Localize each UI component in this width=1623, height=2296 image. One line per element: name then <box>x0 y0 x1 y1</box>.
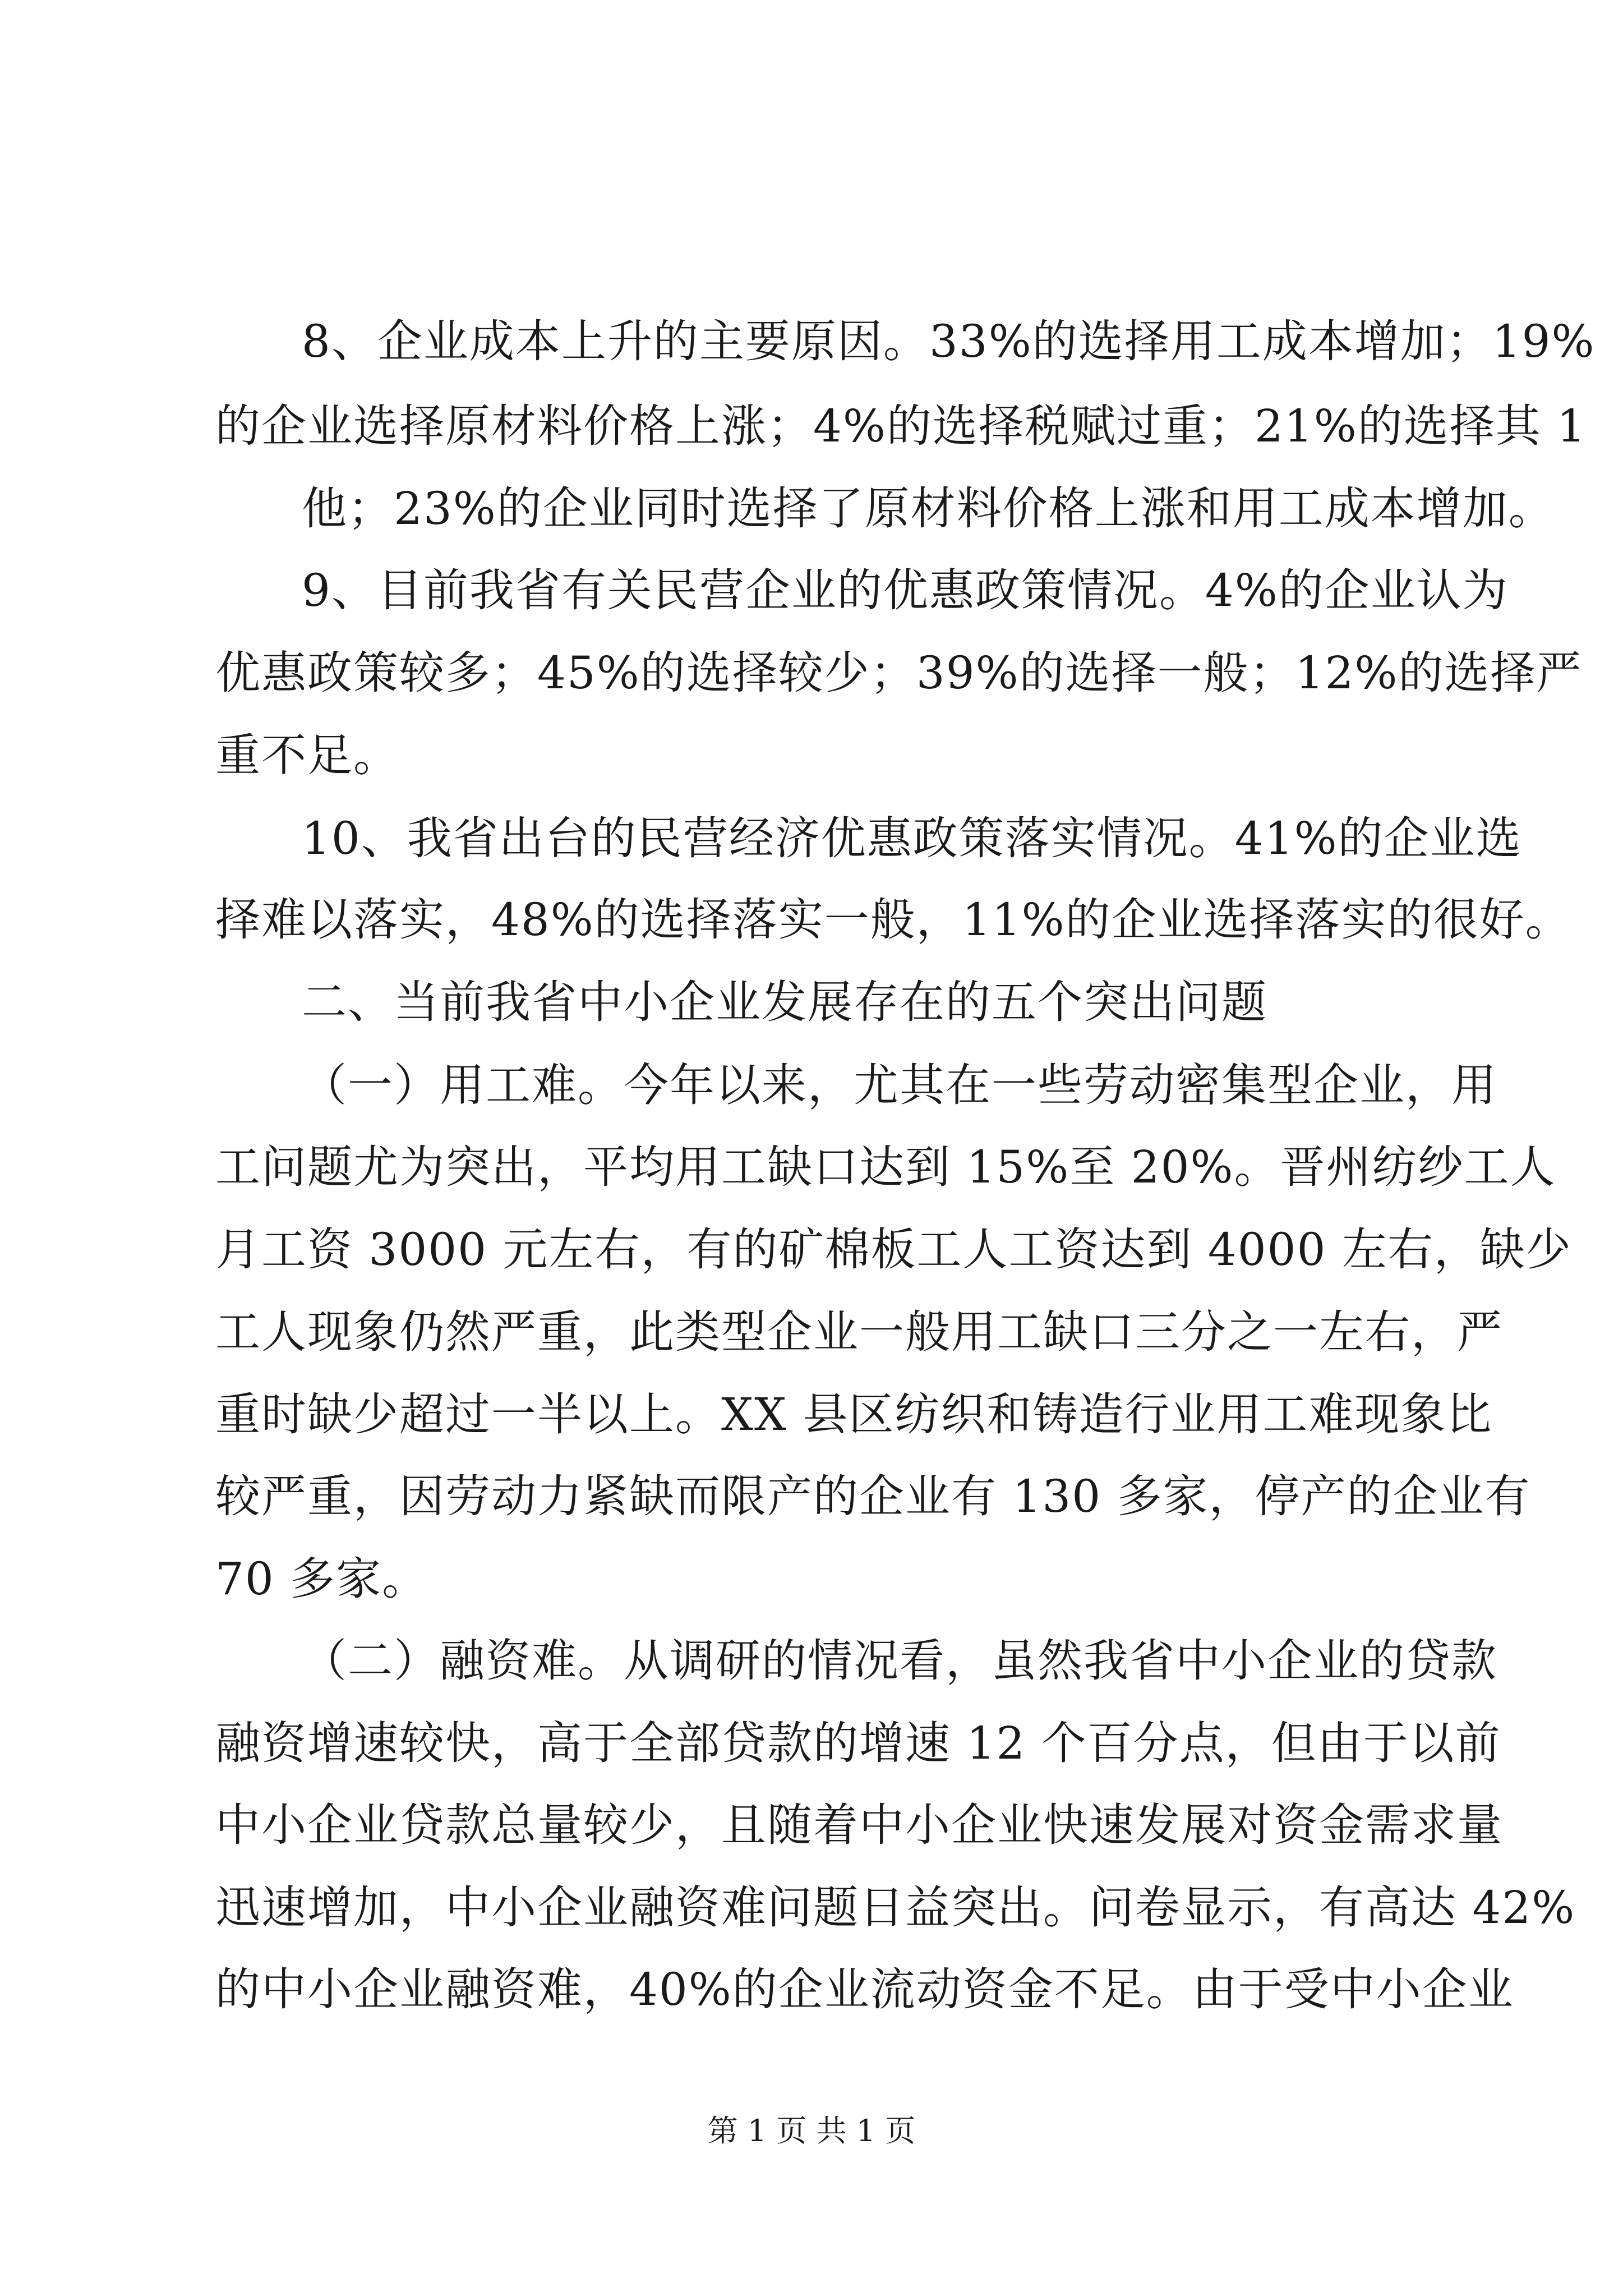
text-line: 工问题尤为突出，平均用工缺口达到 15%至 20%。晋州纺纱工人 <box>215 1141 1556 1193</box>
text-line: 融资增速较快，高于全部贷款的增速 12 个百分点，但由于以前 <box>215 1717 1501 1769</box>
text-line: 10、我省出台的民营经济优惠政策落实情况。41%的企业选 <box>302 812 1522 864</box>
text-line: 月工资 3000 元左右，有的矿棉板工人工资达到 4000 左右，缺少 <box>215 1223 1572 1276</box>
text-line: 的企业选择原材料价格上涨；4%的选择税赋过重；21%的选择其 1 <box>215 400 1587 452</box>
text-line: 工人现象仍然严重，此类型企业一般用工缺口三分之一左右，严 <box>215 1306 1503 1358</box>
text-line: 迅速增加，中小企业融资难问题日益突出。问卷显示，有高达 42% <box>215 1881 1576 1934</box>
text-line: 重不足。 <box>215 729 399 781</box>
text-line: （一）用工难。今年以来，尤其在一些劳动密集型企业，用 <box>302 1059 1497 1111</box>
text-line: （二）融资难。从调研的情况看，虽然我省中小企业的贷款 <box>302 1635 1497 1687</box>
text-line: 他；23%的企业同时选择了原材料价格上涨和用工成本增加。 <box>302 482 1555 535</box>
text-line: 较严重，因劳动力紧缺而限产的企业有 130 多家，停产的企业有 <box>215 1470 1531 1522</box>
text-line: 重时缺少超过一半以上。XX 县区纺织和铸造行业用工难现象比 <box>215 1388 1493 1441</box>
text-line: 优惠政策较多；45%的选择较少；39%的选择一般；12%的选择严 <box>215 647 1583 699</box>
text-line: 择难以落实，48%的选择落实一般，11%的企业选择落实的很好。 <box>215 894 1571 946</box>
text-line: 8、企业成本上升的主要原因。33%的选择用工成本增加；19% <box>302 315 1596 367</box>
text-line: 70 多家。 <box>215 1553 428 1605</box>
text-line: 9、目前我省有关民营企业的优惠政策情况。4%的企业认为 <box>302 564 1509 616</box>
text-line: 的中小企业融资难，40%的企业流动资金不足。由于受中小企业 <box>215 1963 1514 2016</box>
section-heading: 二、当前我省中小企业发展存在的五个突出问题 <box>302 976 1267 1028</box>
text-line: 中小企业贷款总量较少，且随着中小企业快速发展对资金需求量 <box>215 1799 1503 1851</box>
page-footer: 第 1 页 共 1 页 <box>707 2113 916 2148</box>
